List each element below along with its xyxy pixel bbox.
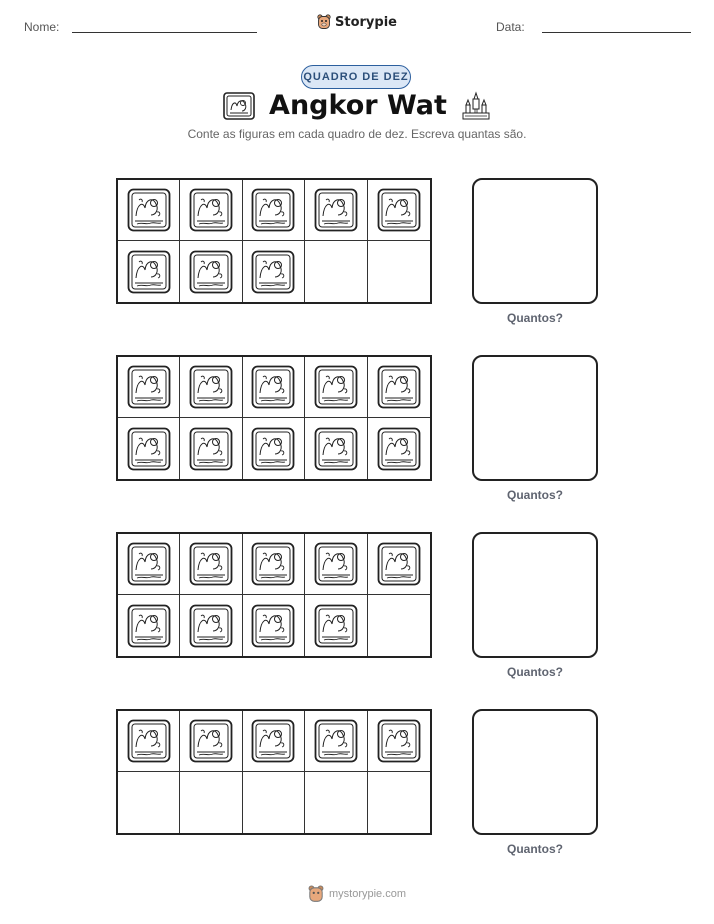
ten-frame-cell (118, 595, 180, 656)
ten-frame-cell (368, 180, 430, 241)
stone-relief-carving-icon (314, 604, 358, 648)
ten-frame-cell (243, 241, 305, 302)
ten-frame-cell (180, 357, 242, 418)
ten-frame-cell (305, 772, 367, 833)
stone-relief-carving-icon (314, 188, 358, 232)
stone-relief-carving-icon (314, 719, 358, 763)
ten-frame-cell (305, 180, 367, 241)
ten-frame-cell (118, 180, 180, 241)
ten-frame-cell (368, 534, 430, 595)
storypie-bear-icon (317, 14, 331, 30)
date-field[interactable] (542, 32, 691, 33)
ten-frame-cell (305, 711, 367, 772)
ten-frame-cell (118, 357, 180, 418)
stone-relief-carving-icon (127, 427, 171, 471)
stone-relief-carving-icon (127, 719, 171, 763)
ten-frame (116, 355, 432, 481)
stone-relief-carving-icon (189, 604, 233, 648)
ten-frame-cell (180, 711, 242, 772)
ten-frame-cell (368, 711, 430, 772)
stone-relief-carving-icon (127, 188, 171, 232)
ten-frame-cell (180, 180, 242, 241)
stone-relief-carving-icon (314, 542, 358, 586)
page-title: Angkor Wat (269, 90, 447, 121)
ten-frame-cell (243, 180, 305, 241)
footer (0, 885, 714, 903)
ten-frame-cell (368, 418, 430, 479)
ten-frame (116, 532, 432, 658)
ten-frame-cell (243, 357, 305, 418)
stone-relief-carving-icon (189, 250, 233, 294)
ten-frame-cell (243, 595, 305, 656)
ten-frame-cell (180, 418, 242, 479)
ten-frame-cell (180, 534, 242, 595)
ten-frame-cell (243, 711, 305, 772)
ten-frame-cell (180, 772, 242, 833)
ten-frame-cell (368, 241, 430, 302)
stone-relief-carving-icon (251, 719, 295, 763)
stone-relief-carving-icon (377, 719, 421, 763)
stone-relief-carving-icon (127, 542, 171, 586)
answer-label: Quantos? (507, 842, 563, 856)
stone-relief-carving-icon (223, 92, 255, 120)
stone-relief-carving-icon (189, 365, 233, 409)
ten-frame-cell (368, 595, 430, 656)
stone-relief-carving-icon (251, 604, 295, 648)
ten-frame-cell (305, 241, 367, 302)
answer-label: Quantos? (507, 488, 563, 502)
stone-relief-carving-icon (251, 427, 295, 471)
storypie-bear-icon (308, 885, 324, 903)
stone-relief-carving-icon (314, 365, 358, 409)
date-label: Data: (496, 20, 525, 34)
ten-frame-cell (243, 534, 305, 595)
footer-url: mystorypie.com (328, 888, 407, 900)
name-label: Nome: (24, 20, 60, 34)
stone-relief-carving-icon (251, 365, 295, 409)
stone-relief-carving-icon (127, 250, 171, 294)
ten-frame-cell (243, 418, 305, 479)
ten-frame-cell (368, 772, 430, 833)
answer-box[interactable] (472, 709, 598, 835)
ten-frame-cell (118, 772, 180, 833)
name-field[interactable] (72, 32, 257, 33)
brand-name: Storypie (335, 14, 397, 30)
answer-label: Quantos? (507, 311, 563, 325)
answer-box[interactable] (472, 178, 598, 304)
stone-relief-carving-icon (377, 427, 421, 471)
ten-frame (116, 709, 432, 835)
ten-frame-cell (243, 772, 305, 833)
stone-relief-carving-icon (189, 188, 233, 232)
ten-frame (116, 178, 432, 304)
ten-frame-cell (180, 595, 242, 656)
answer-box[interactable] (472, 532, 598, 658)
worksheet-type-badge: QUADRO DE DEZ (301, 65, 411, 89)
temple-icon (461, 91, 491, 121)
stone-relief-carving-icon (189, 542, 233, 586)
stone-relief-carving-icon (377, 365, 421, 409)
ten-frame-cell (118, 418, 180, 479)
stone-relief-carving-icon (189, 719, 233, 763)
stone-relief-carving-icon (314, 427, 358, 471)
ten-frame-cell (305, 357, 367, 418)
stone-relief-carving-icon (127, 604, 171, 648)
ten-frame-cell (305, 534, 367, 595)
ten-frame-cell (118, 534, 180, 595)
stone-relief-carving-icon (377, 188, 421, 232)
ten-frame-cell (118, 711, 180, 772)
answer-box[interactable] (472, 355, 598, 481)
ten-frame-cell (368, 357, 430, 418)
ten-frame-cell (305, 418, 367, 479)
title-row (0, 90, 714, 121)
brand-logo (0, 14, 714, 30)
ten-frame-cell (118, 241, 180, 302)
stone-relief-carving-icon (251, 188, 295, 232)
stone-relief-carving-icon (377, 542, 421, 586)
stone-relief-carving-icon (251, 250, 295, 294)
ten-frame-cell (180, 241, 242, 302)
stone-relief-carving-icon (251, 542, 295, 586)
instructions: Conte as figuras em cada quadro de dez. Escreva quantas são. (187, 127, 527, 141)
stone-relief-carving-icon (189, 427, 233, 471)
stone-relief-carving-icon (127, 365, 171, 409)
answer-label: Quantos? (507, 665, 563, 679)
ten-frame-cell (305, 595, 367, 656)
